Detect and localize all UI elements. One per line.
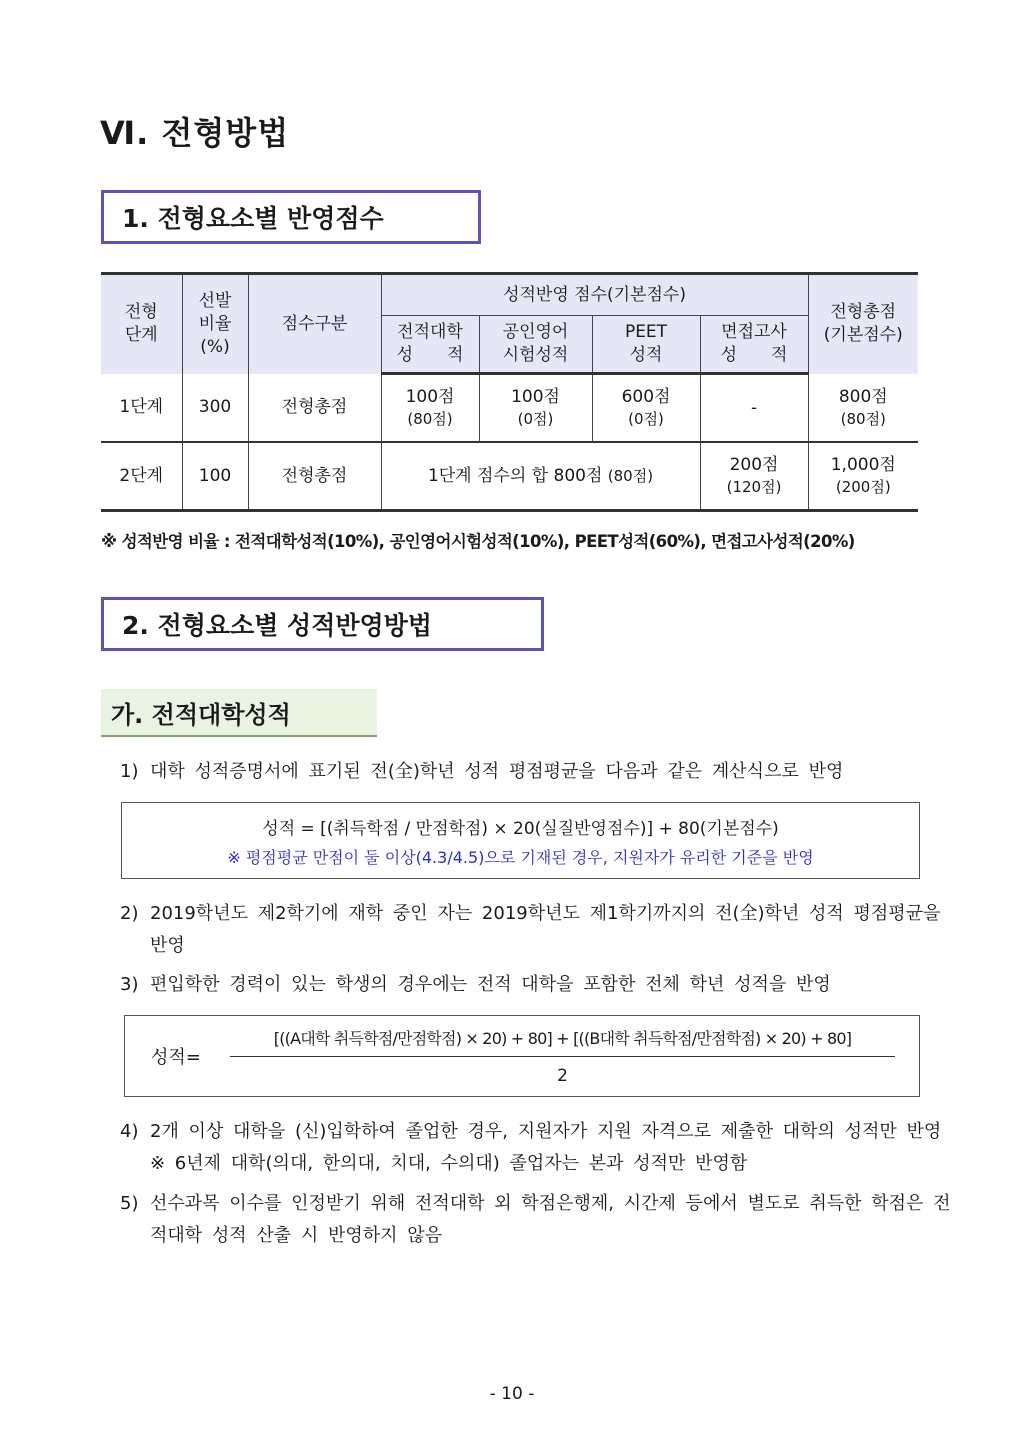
cell-merged-sum <box>381 442 700 511</box>
item-number: 1) <box>120 761 139 782</box>
header-score-group: 성적반영 점수(기본점수) <box>381 274 808 316</box>
cell-peet <box>592 374 700 443</box>
table-row <box>101 374 918 443</box>
header-stage: 전형 단계 <box>101 274 182 374</box>
formula-box <box>121 802 920 879</box>
header-category: 점수구분 <box>248 274 381 374</box>
cell-total <box>808 374 918 443</box>
score-value: 1,000점 <box>830 455 896 476</box>
item-text: 편입학한 경력이 있는 학생의 경우에는 전적 대학을 포함한 전체 학년 성적을 반영 <box>150 974 831 995</box>
subsection-heading <box>101 689 377 737</box>
score-value: 100점 <box>511 387 560 408</box>
table-row <box>101 442 918 511</box>
header-total: 전형총점 (기본점수) <box>808 274 918 374</box>
base-score: (80점) <box>407 410 453 429</box>
ratio-note: ※ 성적반영 비율 : 전적대학성적(10%), 공인영어시험성적(10%), PEET성적(60%), 면접고사성적(20%) <box>101 532 855 551</box>
header-english: 공인영어 시험성적 <box>479 316 592 374</box>
formula-note: ※ 평점평균 만점이 둘 이상(4.3/4.5)으로 기재된 경우, 지원자가 유리한 기준을 반영 <box>227 848 814 867</box>
header-interview: 면접고사 성 적 <box>700 316 808 374</box>
base-score: (80점) <box>840 409 886 428</box>
score-value: 200점 <box>729 455 779 476</box>
header-peet: PEET 성적 <box>592 316 700 374</box>
section1-title: 1. 전형요소별 반영점수 <box>122 204 384 233</box>
fraction-line <box>230 1056 895 1057</box>
cell-ratio: 100 <box>182 442 248 511</box>
cell-stage: 1단계 <box>101 374 182 443</box>
item-text: 선수과목 이수를 인정받기 위해 전적대학 외 학점은행제, 시간제 등에서 별도로 취득한 학점은 전적대학 성적 산출 시 반영하지 않음 <box>150 1193 951 1246</box>
item-text: 2개 이상 대학을 (신)입학하여 졸업한 경우, 지원자가 지원 자격으로 제출한 대학의 성적만 반영 ※ 6년제 대학(의대, 한의대, 치대, 수의대) 졸업자는 본과 성적만 반영함 <box>150 1121 942 1174</box>
cell-stage: 2단계 <box>101 442 182 511</box>
list-item <box>120 969 950 1001</box>
formula-denominator: 2 <box>557 1066 568 1086</box>
formula-main: 성적 = [(취득학점 / 만점학점) × 20(실질반영점수)] + 80(기본점수) <box>262 819 779 839</box>
base-score: (80점) <box>607 466 654 485</box>
chapter-title: Ⅵ. 전형방법 <box>100 114 290 152</box>
section2-heading <box>101 597 544 651</box>
section1-heading <box>101 190 481 244</box>
list-item <box>120 756 950 788</box>
item-number: 4) <box>120 1121 139 1142</box>
base-score: (120점) <box>726 478 782 497</box>
item-text: 2019학년도 제2학기에 재학 중인 자는 2019학년도 제1학기까지의 전(全)학년 성적 평점평균을 반영 <box>150 903 941 956</box>
score-value: 600점 <box>621 387 671 408</box>
header-univ: 전적대학 성 적 <box>381 316 479 374</box>
list-item <box>120 1116 956 1180</box>
list-item <box>120 898 956 962</box>
item-number: 2) <box>120 903 139 924</box>
subsection-title: 가. 전적대학성적 <box>111 700 291 729</box>
formula-numerator: [((A대학 취득학점/만점학점) × 20) + 80] + [((B대학 취득학점/만점학점) × 20) + 80] <box>273 1029 852 1048</box>
formula-box-fraction <box>124 1015 920 1097</box>
score-value: 800점 <box>838 386 888 407</box>
base-score: (0점) <box>628 410 664 429</box>
header-ratio: 선발 비율 (%) <box>182 274 248 374</box>
cell-total <box>808 442 918 511</box>
score-value: 100점 <box>405 387 455 408</box>
cell-english <box>479 374 592 443</box>
section2-title: 2. 전형요소별 성적반영방법 <box>122 611 432 640</box>
formula-label: 성적= <box>151 1047 201 1068</box>
score-table <box>101 272 918 512</box>
item-number: 5) <box>120 1193 139 1214</box>
cell-interview <box>700 442 808 511</box>
cell-category: 전형총점 <box>248 374 381 443</box>
cell-category: 전형총점 <box>248 442 381 511</box>
cell-univ <box>381 374 479 443</box>
base-score: (200점) <box>835 478 891 497</box>
item-text: 대학 성적증명서에 표기된 전(全)학년 성적 평점평균을 다음과 같은 계산식으로 반영 <box>150 761 844 782</box>
cell-ratio: 300 <box>182 374 248 443</box>
item-number: 3) <box>120 974 139 995</box>
page-number: - 10 - <box>489 1384 535 1404</box>
list-item <box>120 1188 956 1252</box>
cell-interview: - <box>700 374 808 443</box>
merged-sum-text: 1단계 점수의 합 800점 <box>427 465 603 486</box>
base-score: (0점) <box>517 410 554 429</box>
